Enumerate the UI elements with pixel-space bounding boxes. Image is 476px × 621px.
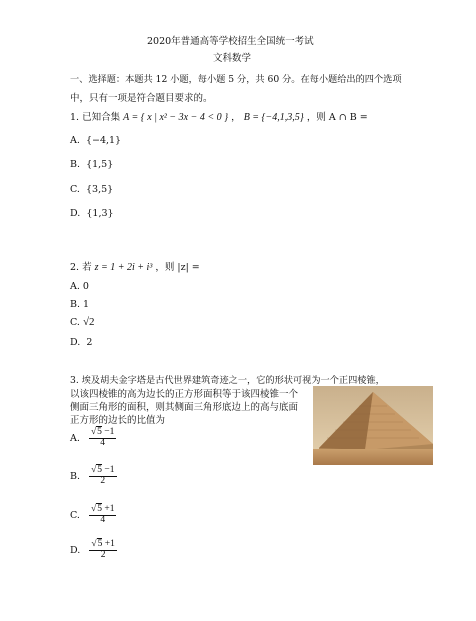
denominator: 2 <box>100 549 106 560</box>
q3-line-4: 正方形的边长的比值为 <box>70 415 166 426</box>
option-label: C. <box>70 317 80 328</box>
q2-option-c[interactable] <box>70 316 95 328</box>
q2-option-d[interactable] <box>70 337 92 348</box>
q1-prefix: 1. 已知合集 <box>70 112 121 123</box>
q3-line-2: 以该四棱锥的高为边长的正方形面积等于该四棱锥一个 <box>70 389 299 400</box>
radicand: 5 <box>97 427 102 437</box>
option-label: D. <box>70 208 81 219</box>
pyramid-photo <box>313 386 433 465</box>
option-label: B. <box>70 470 81 482</box>
q3-option-b[interactable] <box>70 466 117 487</box>
option-value: {1,3} <box>86 208 114 219</box>
q2-prefix: 2. 若 <box>70 262 92 273</box>
radicand: 5 <box>97 539 103 549</box>
question-1: 1. 已知合集 A = { x | x² − 3x − 4 < 0 } ， B = {−4,1,3,5} ，则 A ∩ B = <box>70 112 368 123</box>
q1-suffix: ，则 A ∩ B = <box>306 112 368 123</box>
option-value: 2 <box>86 337 93 348</box>
option-value: {3,5} <box>86 184 114 195</box>
fraction: $\frac{√5 +1}{4}$ <box>91 504 115 525</box>
option-value: {−4,1} <box>85 135 122 146</box>
exam-subtitle: 文科数学 <box>213 53 252 64</box>
fraction: $\frac{√5 -1}{2}$ <box>91 465 115 486</box>
option-label: D. <box>70 337 81 348</box>
q3-line-1: 3. 埃及胡夫金字塔是古代世界建筑奇迹之一，它的形状可视为一个正四棱锥， <box>70 375 385 386</box>
option-label: C. <box>70 184 80 195</box>
q1-set-a: A = { x | x² − 3x − 4 < 0 } <box>123 112 229 123</box>
option-label: A. <box>70 281 80 292</box>
q2-suffix: ，则 |z| = <box>155 262 200 273</box>
q1-option-d[interactable] <box>70 208 114 219</box>
q1-option-a[interactable] <box>70 135 121 146</box>
radicand: 5 <box>97 465 103 475</box>
option-label: A. <box>70 432 80 444</box>
fraction: $\frac{√5 -1}{4}$ <box>90 427 115 448</box>
section-heading-line1: 一、选择题：本题共 12 小题，每小题 5 分，共 60 分。在每小题给出的四个选项 <box>70 74 402 85</box>
q2-option-a[interactable] <box>70 281 89 292</box>
denominator: 4 <box>100 437 106 448</box>
fraction: $\frac{√5 +1}{2}$ <box>91 539 115 560</box>
question-2 <box>70 259 200 273</box>
q2-option-b[interactable] <box>70 299 89 310</box>
q3-line-3: 侧面三角形的面积，则其侧面三角形底边上的高与底面 <box>70 402 299 413</box>
option-label: B. <box>70 159 81 170</box>
q3-option-c[interactable] <box>70 505 116 526</box>
q3-option-d[interactable] <box>70 540 117 561</box>
option-value: 1 <box>83 299 90 310</box>
fraction-op: +1 <box>104 539 115 549</box>
denominator: 4 <box>100 514 106 525</box>
denominator: 2 <box>100 475 106 486</box>
fraction-op: +1 <box>104 504 115 514</box>
option-label: A. <box>70 135 80 146</box>
q3-option-a[interactable] <box>70 428 116 449</box>
fraction-op: −1 <box>104 427 115 437</box>
option-label: C. <box>70 509 80 521</box>
exam-title: 2020年普通高等学校招生全国统一考试 <box>147 36 314 47</box>
option-label: B. <box>70 299 81 310</box>
option-value: 0 <box>82 281 89 292</box>
q2-expression: z = 1 + 2i + i³ <box>94 262 153 273</box>
option-value: {1,5} <box>86 159 114 170</box>
q1-option-c[interactable] <box>70 184 113 195</box>
option-value: √2 <box>82 316 95 328</box>
option-label: D. <box>70 544 81 556</box>
q1-option-b[interactable] <box>70 159 113 170</box>
fraction-op: −1 <box>104 465 115 475</box>
radicand: 5 <box>97 504 102 514</box>
q1-set-b: B = {−4,1,3,5} <box>243 112 304 123</box>
section-heading-line2: 中，只有一项是符合题目要求的。 <box>70 93 213 104</box>
